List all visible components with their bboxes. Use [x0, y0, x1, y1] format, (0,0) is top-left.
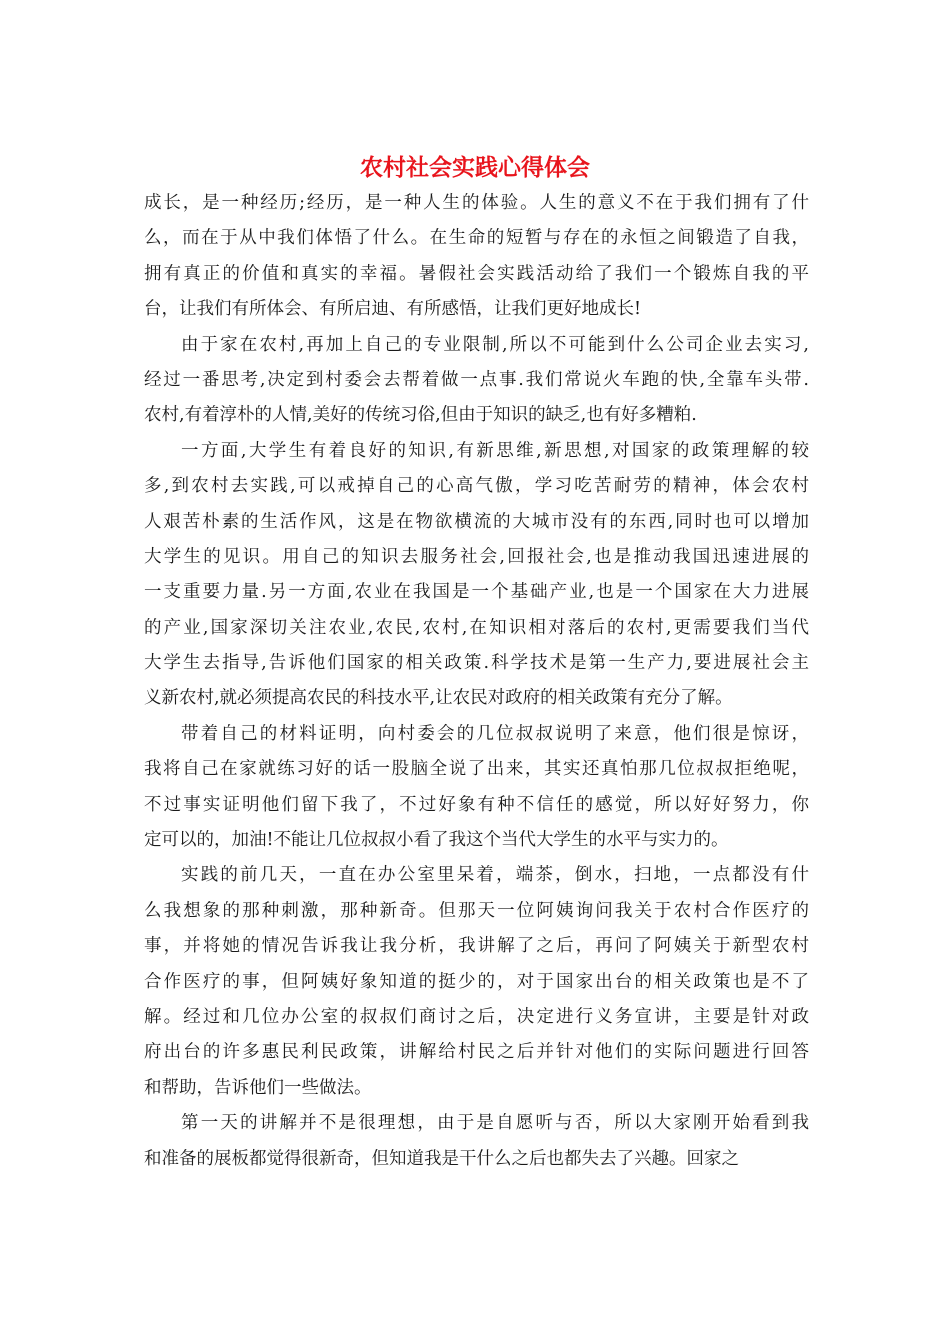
- paragraph-line: 多,到农村去实践,可以戒掉自己的心高气傲，学习吃苦耐劳的精神，体会农村: [144, 476, 809, 497]
- paragraph-line: 由于家在农村,再加上自己的专业限制,所以不可能到什么公司企业去实习,: [181, 334, 809, 355]
- paragraph-line: 义新农村,就必须提高农民的科技水平,让农民对政府的相关政策有充分了解。: [144, 688, 733, 709]
- paragraph-line: 经过一番思考,决定到村委会去帮着做一点事.我们常说火车跑的快,全靠车头带.: [144, 369, 809, 390]
- paragraph: [144, 717, 809, 859]
- paragraph-line: 人艰苦朴素的生活作风，这是在物欲横流的大城市没有的东西,同时也可以增加: [144, 511, 809, 532]
- paragraph-line: 么，而在于从中我们体悟了什么。在生命的短暂与存在的永恒之间锻造了自我，: [144, 228, 809, 249]
- paragraph-line: 定可以的，加油!不能让几位叔叔小看了我这个当代大学生的水平与实力的。: [144, 830, 729, 851]
- paragraph-line: 合作医疗的事，但阿姨好象知道的挺少的，对于国家出台的相关政策也是不了: [144, 971, 809, 992]
- paragraph-line: 第一天的讲解并不是很理想，由于是自愿听与否，所以大家刚开始看到我: [181, 1113, 809, 1134]
- paragraph-line: 大学生的见识。用自己的知识去服务社会,回报社会,也是推动我国迅速进展的: [144, 546, 809, 567]
- paragraph-line: 么我想象的那种刺激，那种新奇。但那天一位阿姨询问我关于农村合作医疗的: [144, 900, 809, 921]
- paragraph-line: 的产业,国家深切关注农业,农民,农村,在知识相对落后的农村,更需要我们当代: [144, 617, 809, 638]
- paragraph-line: 带着自己的材料证明，向村委会的几位叔叔说明了来意，他们很是惊讶，: [181, 723, 809, 744]
- paragraph-line: 和准备的展板都觉得很新奇，但知道我是干什么之后也都失去了兴趣。回家之: [144, 1148, 739, 1169]
- paragraph-line: 一支重要力量.另一方面,农业在我国是一个基础产业,也是一个国家在大力进展: [144, 582, 809, 603]
- document-title: 农村社会实践心得体会: [360, 154, 590, 181]
- paragraph-line: 大学生去指导,告诉他们国家的相关政策.科学技术是第一生产力,要进展社会主: [144, 653, 809, 674]
- paragraph: [144, 858, 809, 1106]
- paragraph-line: 台，让我们有所体会、有所启迪、有所感悟，让我们更好地成长!: [144, 299, 642, 320]
- paragraph-line: 不过事实证明他们留下我了，不过好象有种不信任的感觉，所以好好努力，你: [144, 794, 809, 815]
- paragraph-line: 成长，是一种经历;经历，是一种人生的体验。人生的意义不在于我们拥有了什: [144, 193, 809, 213]
- paragraph-line: 拥有真正的价值和真实的幸福。暑假社会实践活动给了我们一个锻炼自我的平: [144, 263, 809, 284]
- paragraph-line: 我将自己在家就练习好的话一股脑全说了出来，其实还真怕那几位叔叔拒绝呢，: [144, 759, 809, 780]
- paragraph: [144, 434, 809, 717]
- paragraph-line: 一方面,大学生有着良好的知识,有新思维,新思想,对国家的政策理解的较: [181, 440, 809, 461]
- paragraph-line: 府出台的许多惠民利民政策，讲解给村民之后并针对他们的实际问题进行回答: [144, 1042, 809, 1063]
- document-body: [144, 186, 809, 1177]
- paragraph: [144, 328, 809, 434]
- paragraph-line: 实践的前几天，一直在办公室里呆着，端茶，倒水，扫地，一点都没有什: [181, 865, 809, 886]
- paragraph-line: 农村,有着淳朴的人情,美好的传统习俗,但由于知识的缺乏,也有好多糟粕.: [144, 405, 697, 426]
- paragraph-line: 和帮助，告诉他们一些做法。: [144, 1077, 372, 1098]
- paragraph: [144, 1106, 809, 1177]
- paragraph-line: 事，并将她的情况告诉我让我分析，我讲解了之后，再问了阿姨关于新型农村: [144, 936, 809, 957]
- paragraph: [144, 186, 809, 328]
- paragraph-line: 解。经过和几位办公室的叔叔们商讨之后，决定进行义务宣讲，主要是针对政: [144, 1006, 809, 1027]
